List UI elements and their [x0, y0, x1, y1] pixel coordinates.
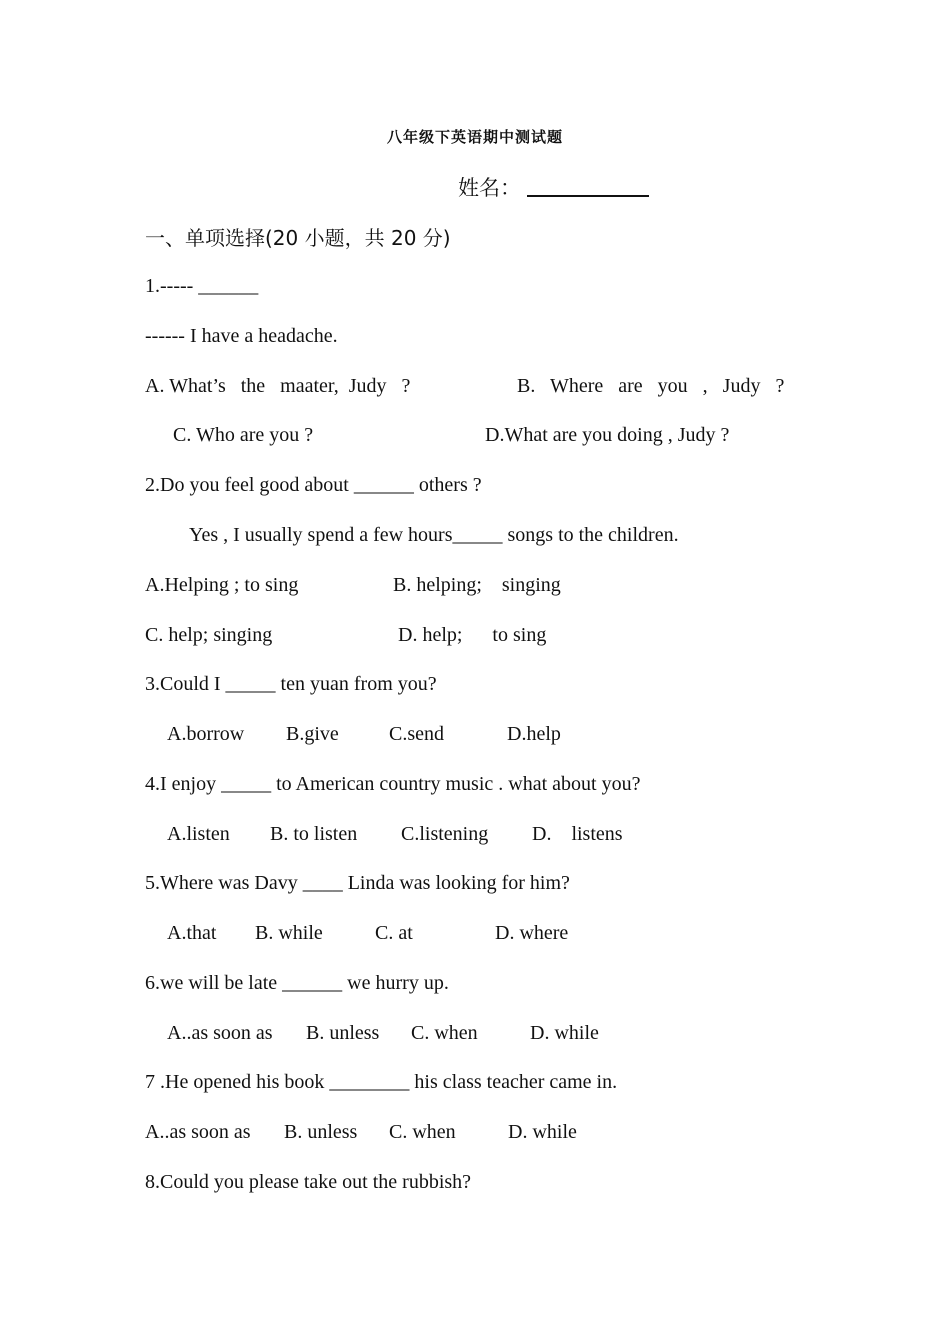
question-7-option-c: C. when	[389, 1121, 456, 1143]
question-5-option-a: A.that	[167, 922, 217, 944]
question-3-stem: 3.Could I _____ ten yuan from you?	[145, 673, 437, 695]
question-8-stem: 8.Could you please take out the rubbish?	[145, 1171, 472, 1193]
question-6-option-d: D. while	[530, 1022, 599, 1044]
question-2-option-d: D. help; to sing	[398, 624, 547, 646]
question-7-option-b: B. unless	[284, 1121, 358, 1143]
question-6-stem: 6.we will be late ______ we hurry up.	[145, 972, 449, 994]
question-4-option-b: B. to listen	[270, 823, 358, 845]
question-7-option-d: D. while	[508, 1121, 577, 1143]
question-4-stem: 4.I enjoy _____ to American country music . what about you?	[145, 773, 641, 795]
question-3-option-b: B.give	[286, 723, 339, 745]
name-field	[458, 172, 649, 202]
question-3-option-d: D.help	[507, 723, 561, 745]
question-4-option-a: A.listen	[167, 823, 230, 845]
question-1-response: ------ I have a headache.	[145, 325, 338, 347]
question-5-stem: 5.Where was Davy ____ Linda was looking for him?	[145, 872, 570, 894]
question-5-option-d: D. where	[495, 922, 569, 944]
question-5-option-c: C. at	[375, 922, 413, 944]
question-5-option-b: B. while	[255, 922, 323, 944]
exam-title: 八年级下英语期中测试题	[386, 128, 563, 146]
section-heading: 一、单项选择(20 小题，共 20 分)	[145, 226, 451, 250]
question-1-option-b: B. Where are you , Judy ?	[517, 375, 785, 397]
question-2-stem: 2.Do you feel good about ______ others ?	[145, 474, 482, 496]
question-4-option-d: D. listens	[532, 823, 623, 845]
question-6-option-a: A..as soon as	[167, 1022, 273, 1044]
name-label: 姓名：	[458, 176, 521, 200]
question-3-option-c: C.send	[389, 723, 444, 745]
question-7-stem: 7 .He opened his book ________ his class teacher came in.	[145, 1071, 618, 1093]
question-2-option-b: B. helping; singing	[393, 574, 561, 596]
question-2-option-c: C. help; singing	[145, 624, 273, 646]
question-7-option-a: A..as soon as	[145, 1121, 251, 1143]
question-6-option-b: B. unless	[306, 1022, 380, 1044]
question-4-option-c: C.listening	[401, 823, 489, 845]
question-2-response: Yes , I usually spend a few hours_____ songs to the children.	[189, 524, 679, 546]
question-1-option-d: D.What are you doing , Judy ?	[485, 424, 730, 446]
question-6-option-c: C. when	[411, 1022, 478, 1044]
name-blank	[527, 175, 649, 197]
question-1-option-a: A. What’s the maater, Judy ?	[145, 375, 411, 397]
question-1-option-c: C. Who are you ?	[173, 424, 314, 446]
question-1-stem: 1.----- ______	[145, 275, 259, 297]
question-2-option-a: A.Helping ; to sing	[145, 574, 299, 596]
question-3-option-a: A.borrow	[167, 723, 245, 745]
